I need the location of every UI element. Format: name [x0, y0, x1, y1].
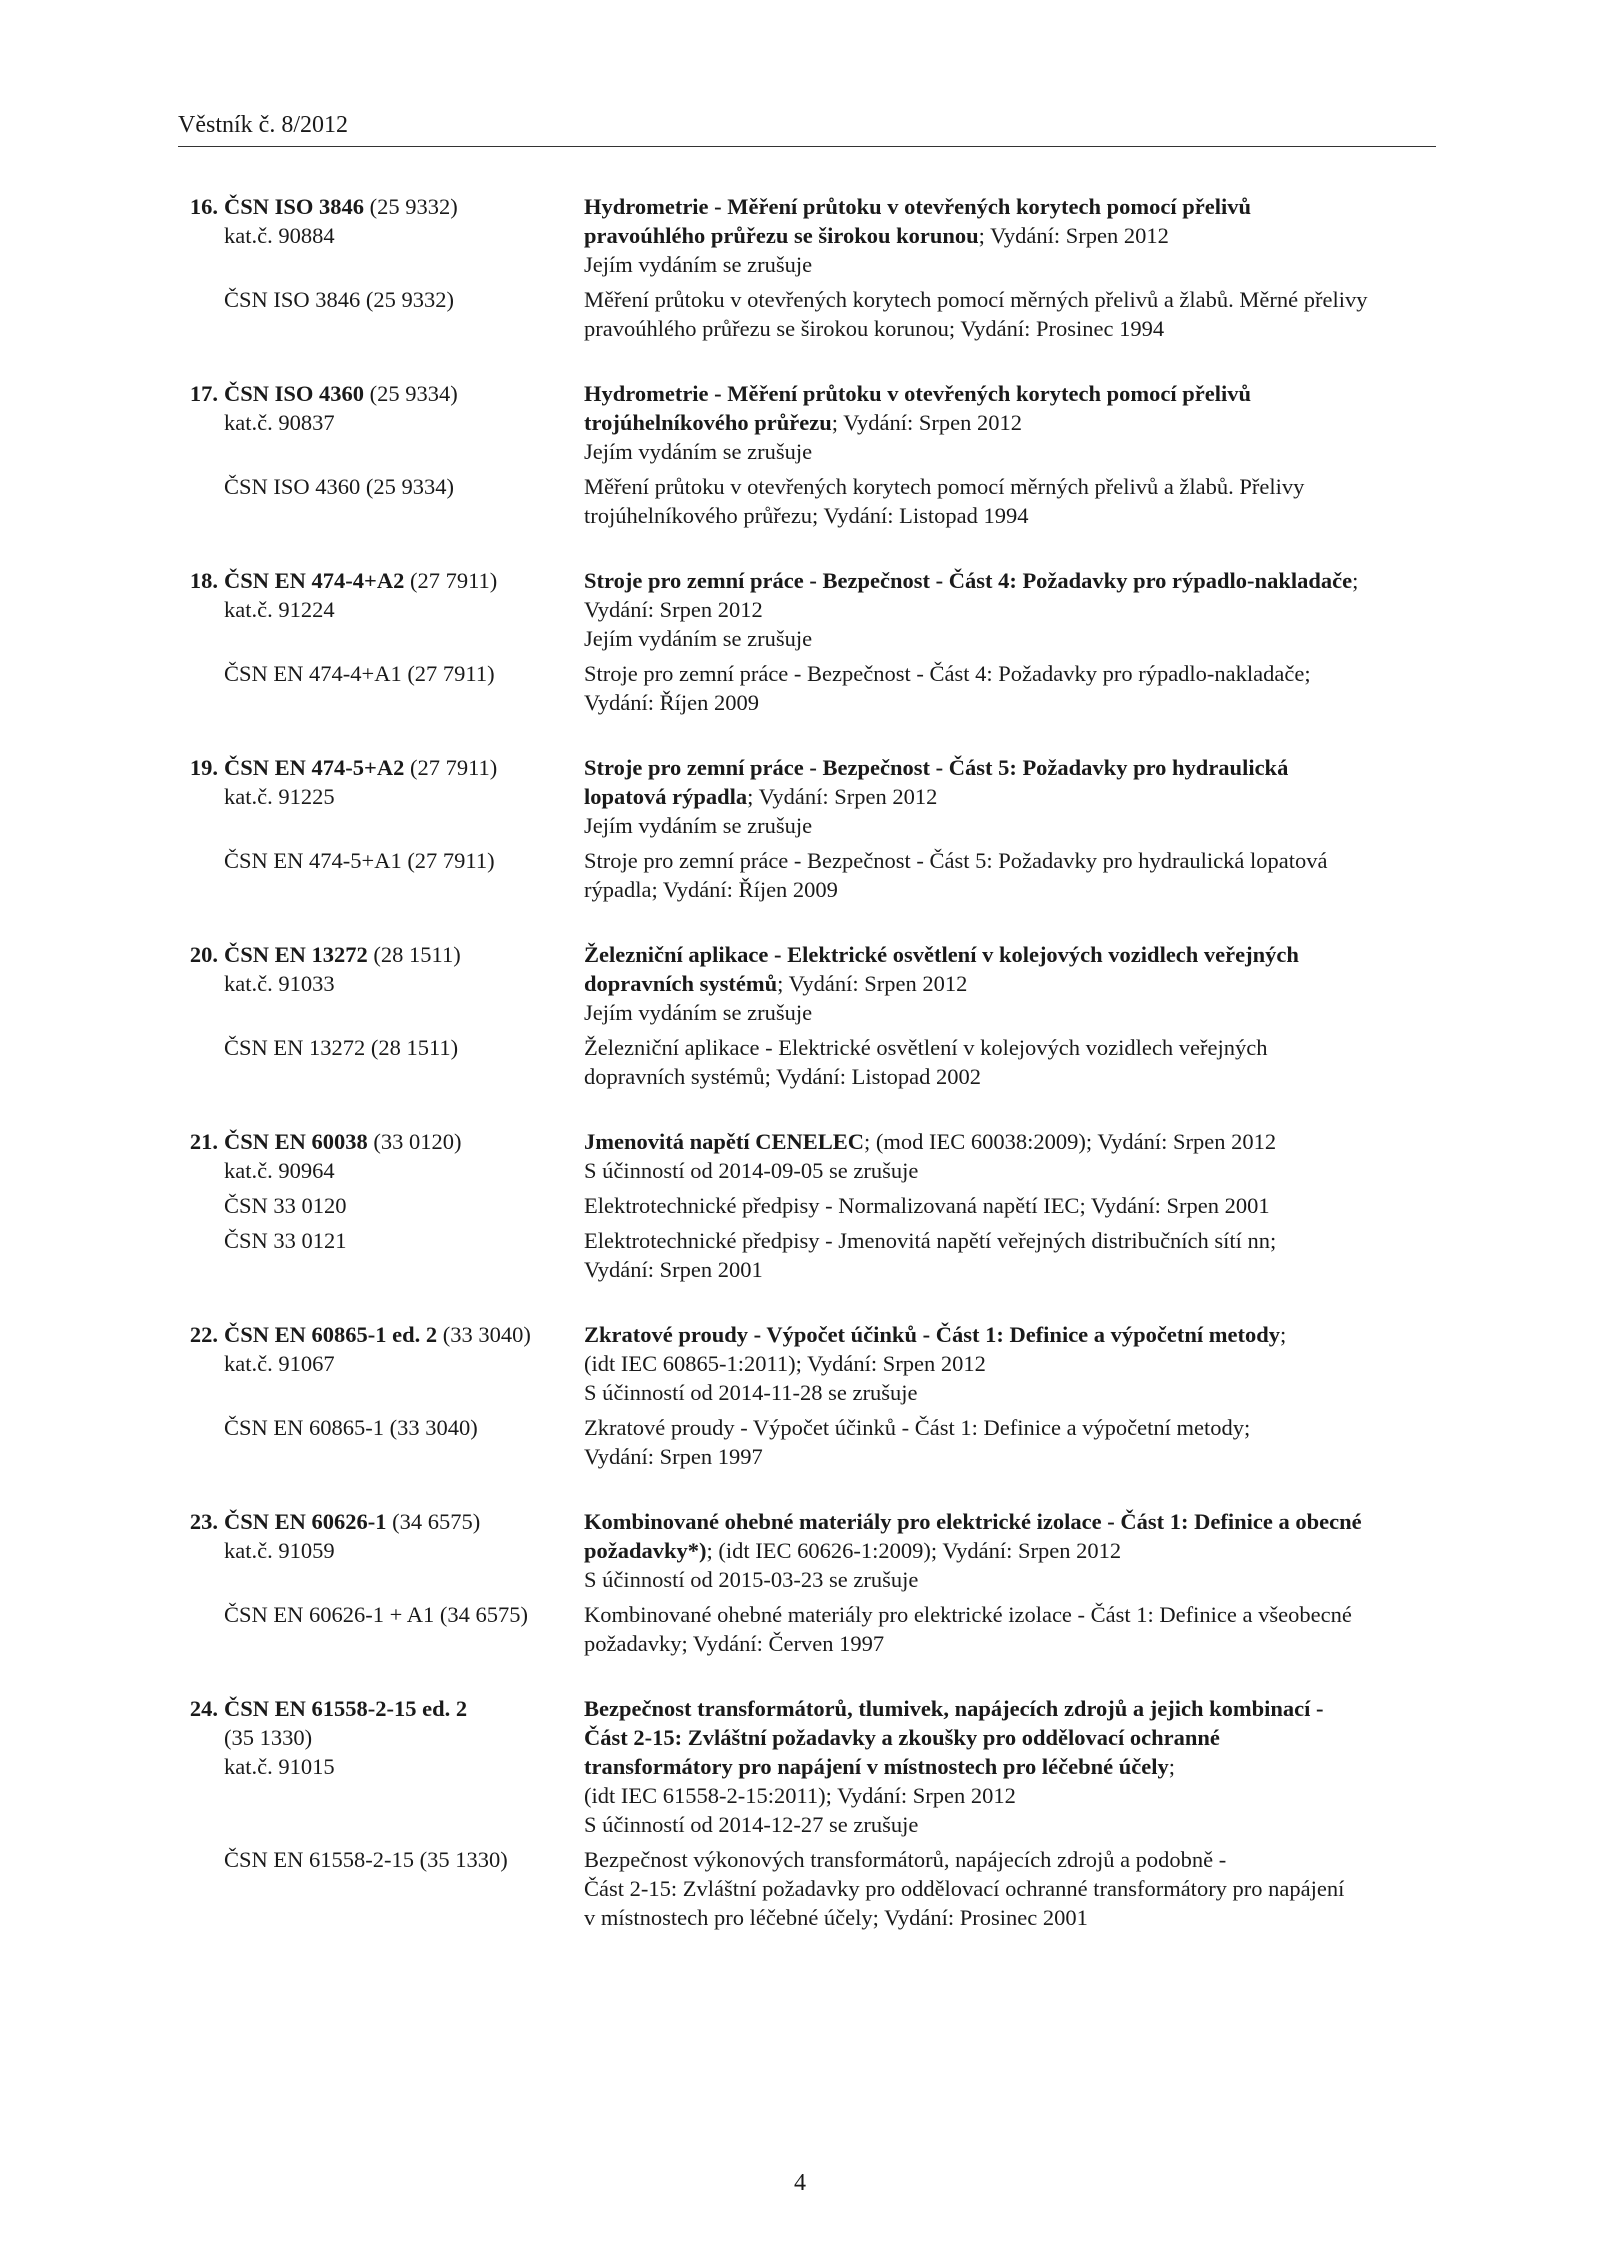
- standard-title: Hydrometrie - Měření průtoku v otevřených korytech pomocí přelivů: [584, 381, 1251, 406]
- withdrawal-note: Jejím vydáním se zrušuje: [584, 813, 813, 838]
- standard-code: ČSN EN 60865-1 ed. 2: [224, 1322, 438, 1347]
- standard-code: ČSN EN 60626-1: [224, 1509, 387, 1534]
- journal-title: Věstník č. 8/2012: [178, 112, 348, 138]
- standard-title: transformátory pro napájení v místnostech pro léčebné účely: [584, 1754, 1169, 1779]
- catalog-number: kat.č. 90884: [224, 223, 335, 248]
- standard-code: ČSN EN 60038: [224, 1129, 368, 1154]
- replaced-standard-title: Vydání: Srpen 1997: [584, 1444, 763, 1469]
- standard-class: (35 1330): [224, 1725, 313, 1750]
- edition-info: (idt IEC 61558-2-15:2011); Vydání: Srpen 2012: [584, 1783, 1016, 1808]
- withdrawal-note: S účinností od 2015-03-23 se zrušuje: [584, 1567, 919, 1592]
- replaced-standard-code: ČSN EN 60626-1 + A1 (34 6575): [224, 1602, 528, 1627]
- replaced-standard-title: Stroje pro zemní práce - Bezpečnost - Část 5: Požadavky pro hydraulická lopatová: [584, 848, 1328, 873]
- standard-class: (33 0120): [367, 1129, 462, 1154]
- standard-class: (25 9334): [364, 381, 458, 406]
- withdrawal-note: Jejím vydáním se zrušuje: [584, 1000, 813, 1025]
- standard-entry-16: [178, 192, 1436, 343]
- standard-title: Zkratové proudy - Výpočet účinků - Část 1: Definice a výpočetní metody: [584, 1322, 1281, 1347]
- replaced-standard-code: ČSN EN 13272 (28 1511): [224, 1035, 459, 1060]
- page-header: [178, 110, 1436, 147]
- entry-number: 16.: [189, 194, 218, 219]
- replaced-standard-title: Vydání: Říjen 2009: [584, 690, 759, 715]
- standard-title: Hydrometrie - Měření průtoku v otevřených korytech pomocí přelivů: [584, 194, 1251, 219]
- entry-number: 17.: [189, 381, 218, 406]
- standard-entry-21: [178, 1127, 1436, 1284]
- replaced-standard-code: ČSN 33 0120: [224, 1193, 347, 1218]
- standard-title: Stroje pro zemní práce - Bezpečnost - Část 4: Požadavky pro rýpadlo-nakladače: [584, 568, 1353, 593]
- standard-title: Železniční aplikace - Elektrické osvětlení v kolejových vozidlech veřejných: [584, 942, 1299, 967]
- standard-entry-24: [178, 1694, 1436, 1932]
- replaced-standard-code: ČSN EN 60865-1 (33 3040): [224, 1415, 478, 1440]
- title-punctuation: ;: [1280, 1322, 1287, 1347]
- replaced-standard-title: Bezpečnost výkonových transformátorů, napájecích zdrojů a podobně -: [584, 1847, 1227, 1872]
- entry-number: 18.: [189, 568, 218, 593]
- edition-info: Vydání: Srpen 2012: [584, 597, 763, 622]
- withdrawal-note: S účinností od 2014-11-28 se zrušuje: [584, 1380, 918, 1405]
- replaced-standard-title: Část 2-15: Zvláštní požadavky pro oddělovací ochranné transformátory pro napájení: [584, 1876, 1345, 1901]
- page-number: 4: [794, 2170, 806, 2196]
- replaced-standard-title: trojúhelníkového průřezu; Vydání: Listopad 1994: [584, 503, 1029, 528]
- entry-number: 23.: [189, 1509, 218, 1534]
- replaced-standard-title: Vydání: Srpen 2001: [584, 1257, 763, 1282]
- catalog-number: kat.č. 90964: [224, 1158, 335, 1183]
- replaced-standard-title: Elektrotechnické předpisy - Normalizovaná napětí IEC; Vydání: Srpen 2001: [584, 1193, 1270, 1218]
- standard-code: ČSN EN 474-4+A2: [224, 568, 405, 593]
- standard-title: Jmenovitá napětí CENELEC: [584, 1129, 865, 1154]
- standard-class: (28 1511): [367, 942, 461, 967]
- catalog-number: kat.č. 91067: [224, 1351, 335, 1376]
- standard-class: (25 9332): [364, 194, 458, 219]
- title-punctuation: ;: [1352, 568, 1359, 593]
- entry-number: 19.: [189, 755, 218, 780]
- standard-code: ČSN EN 61558-2-15 ed. 2: [224, 1696, 468, 1721]
- standard-title: pravoúhlého průřezu se širokou korunou: [584, 223, 979, 248]
- withdrawal-note: Jejím vydáním se zrušuje: [584, 252, 813, 277]
- catalog-number: kat.č. 91225: [224, 784, 335, 809]
- edition-info: ; Vydání: Srpen 2012: [831, 410, 1022, 435]
- replaced-standard-title: Stroje pro zemní práce - Bezpečnost - Část 4: Požadavky pro rýpadlo-nakladače;: [584, 661, 1311, 686]
- edition-info: ; (mod IEC 60038:2009); Vydání: Srpen 2012: [864, 1129, 1277, 1154]
- standard-class: (27 7911): [404, 755, 498, 780]
- entry-number: 20.: [189, 942, 218, 967]
- replaced-standard-title: Elektrotechnické předpisy - Jmenovitá napětí veřejných distribučních sítí nn;: [584, 1228, 1277, 1253]
- standard-title: požadavky*): [584, 1538, 707, 1563]
- standard-entry-19: [178, 753, 1436, 904]
- withdrawal-note: Jejím vydáním se zrušuje: [584, 439, 813, 464]
- replaced-standard-title: Zkratové proudy - Výpočet účinků - Část 1: Definice a výpočetní metody;: [584, 1415, 1251, 1440]
- replaced-standard-code: ČSN EN 474-4+A1 (27 7911): [224, 661, 495, 686]
- standard-class: (27 7911): [404, 568, 498, 593]
- standard-title: Stroje pro zemní práce - Bezpečnost - Část 5: Požadavky pro hydraulická: [584, 755, 1289, 780]
- withdrawal-note: Jejím vydáním se zrušuje: [584, 626, 813, 651]
- standard-title: Část 2-15: Zvláštní požadavky a zkoušky pro oddělovací ochranné: [584, 1725, 1220, 1750]
- standard-entry-20: [178, 940, 1436, 1091]
- replaced-standard-title: Měření průtoku v otevřených korytech pomocí měrných přelivů a žlabů. Měrné přelivy: [584, 287, 1368, 312]
- standard-code: ČSN ISO 3846: [224, 194, 365, 219]
- standards-list: [178, 192, 1436, 1968]
- withdrawal-note: S účinností od 2014-09-05 se zrušuje: [584, 1158, 919, 1183]
- standard-title: Kombinované ohebné materiály pro elektrické izolace - Část 1: Definice a obecné: [584, 1509, 1362, 1534]
- entry-number: 24.: [189, 1696, 218, 1721]
- standard-title: Bezpečnost transformátorů, tlumivek, napájecích zdrojů a jejich kombinací -: [584, 1696, 1324, 1721]
- replaced-standard-title: požadavky; Vydání: Červen 1997: [584, 1631, 885, 1656]
- standard-entry-17: [178, 379, 1436, 530]
- replaced-standard-title: Měření průtoku v otevřených korytech pomocí měrných přelivů a žlabů. Přelivy: [584, 474, 1305, 499]
- edition-info: ; Vydání: Srpen 2012: [777, 971, 968, 996]
- standard-title: trojúhelníkového průřezu: [584, 410, 832, 435]
- replaced-standard-title: rýpadla; Vydání: Říjen 2009: [584, 877, 838, 902]
- replaced-standard-title: dopravních systémů; Vydání: Listopad 2002: [584, 1064, 982, 1089]
- replaced-standard-code: ČSN EN 474-5+A1 (27 7911): [224, 848, 495, 873]
- withdrawal-note: S účinností od 2014-12-27 se zrušuje: [584, 1812, 919, 1837]
- edition-info: ; Vydání: Srpen 2012: [747, 784, 938, 809]
- replaced-standard-code: ČSN EN 61558-2-15 (35 1330): [224, 1847, 508, 1872]
- entry-number: 21.: [189, 1129, 218, 1154]
- edition-info: (idt IEC 60865-1:2011); Vydání: Srpen 2012: [584, 1351, 986, 1376]
- replaced-standard-code: ČSN ISO 4360 (25 9334): [224, 474, 455, 499]
- replaced-standard-title: Železniční aplikace - Elektrické osvětlení v kolejových vozidlech veřejných: [584, 1035, 1268, 1060]
- standard-title: dopravních systémů: [584, 971, 778, 996]
- catalog-number: kat.č. 91059: [224, 1538, 335, 1563]
- replaced-standard-code: ČSN ISO 3846 (25 9332): [224, 287, 455, 312]
- edition-info: ; (idt IEC 60626-1:2009); Vydání: Srpen 2012: [706, 1538, 1122, 1563]
- standard-code: ČSN EN 474-5+A2: [224, 755, 405, 780]
- standard-class: (34 6575): [386, 1509, 481, 1534]
- entry-number: 22.: [189, 1322, 218, 1347]
- catalog-number: kat.č. 90837: [224, 410, 335, 435]
- edition-info: ; Vydání: Srpen 2012: [978, 223, 1169, 248]
- standard-code: ČSN EN 13272: [224, 942, 368, 967]
- catalog-number: kat.č. 91033: [224, 971, 335, 996]
- standard-entry-23: [178, 1507, 1436, 1658]
- standard-code: ČSN ISO 4360: [224, 381, 365, 406]
- title-punctuation: ;: [1168, 1754, 1176, 1779]
- standard-class: (33 3040): [437, 1322, 531, 1347]
- replaced-standard-code: ČSN 33 0121: [224, 1228, 347, 1253]
- replaced-standard-title: v místnostech pro léčebné účely; Vydání: Prosinec 2001: [584, 1905, 1088, 1930]
- replaced-standard-title: pravoúhlého průřezu se širokou korunou; Vydání: Prosinec 1994: [584, 316, 1165, 341]
- standard-title: lopatová rýpadla: [584, 784, 748, 809]
- catalog-number: kat.č. 91224: [224, 597, 335, 622]
- standard-entry-18: [178, 566, 1436, 717]
- replaced-standard-title: Kombinované ohebné materiály pro elektrické izolace - Část 1: Definice a všeobecné: [584, 1602, 1352, 1627]
- catalog-number: kat.č. 91015: [224, 1754, 335, 1779]
- standard-entry-22: [178, 1320, 1436, 1471]
